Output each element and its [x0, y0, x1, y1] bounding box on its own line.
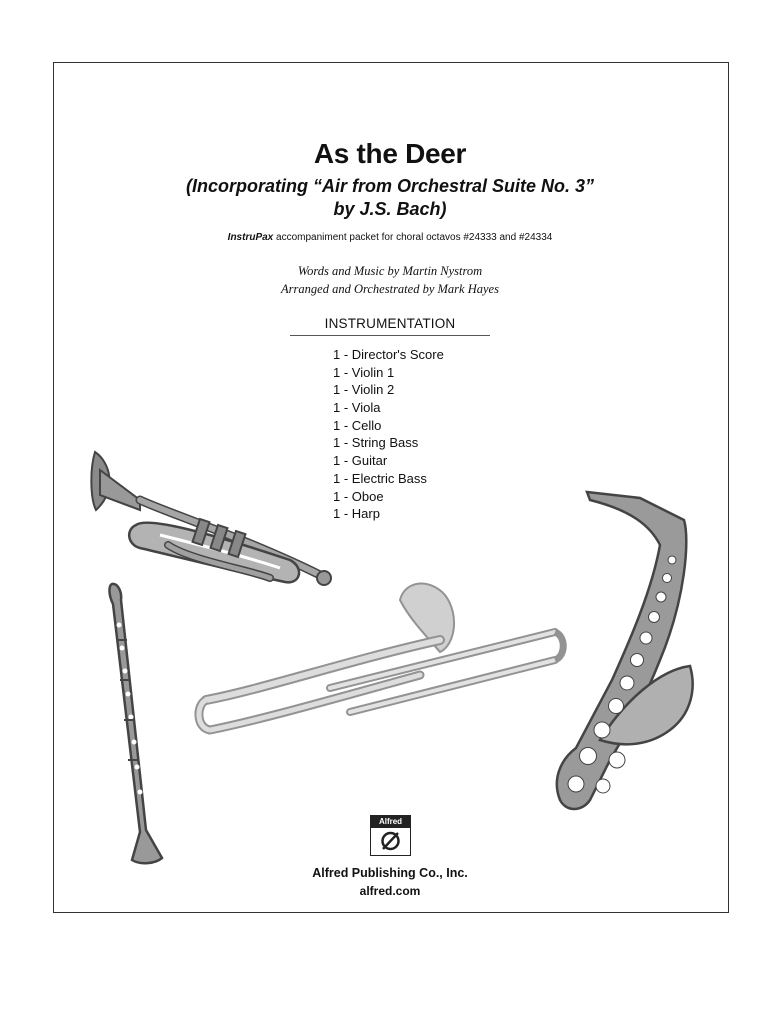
words-music-credit: Words and Music by Martin Nystrom: [297, 264, 483, 278]
subtitle-line-2: by J.S. Bach): [333, 199, 447, 219]
logo-word: Alfred: [371, 816, 410, 828]
instrument-item: 1 - Director's Score: [333, 347, 444, 362]
instrumentation-heading: INSTRUMENTATION: [324, 316, 456, 331]
instrument-item: 1 - String Bass: [333, 435, 419, 451]
trumpet-icon: [91, 452, 331, 585]
instrument-item: 1 - Guitar: [333, 453, 388, 469]
alfred-logo: [370, 815, 411, 856]
instrument-item: 1 - Viola: [333, 400, 381, 416]
instrument-item: 1 - Electric Bass: [333, 470, 427, 486]
saxophone-icon: [557, 492, 693, 809]
instrupax-brand: InstruPax: [227, 232, 274, 243]
instrument-item: 1 - Harp: [333, 506, 380, 522]
publisher-website[interactable]: alfred.com: [359, 884, 421, 898]
instrument-item: 1 - Violin 2: [333, 382, 395, 398]
trombone-icon: [199, 584, 563, 730]
page-title: As the Deer: [313, 138, 467, 169]
publisher-name: Alfred Publishing Co., Inc.: [312, 866, 468, 880]
accompaniment-text: accompaniment packet for choral octavos #24333 and #24334: [273, 232, 553, 243]
arranger-credit: Arranged and Orchestrated by Mark Hayes: [281, 282, 499, 296]
clarinet-icon: [109, 584, 162, 863]
instrument-item: 1 - Cello: [333, 417, 382, 433]
alfred-emblem-icon: [379, 831, 402, 851]
subtitle-line-1: (Incorporating “Air from Orchestral Suite No. 3”: [185, 176, 595, 196]
instrument-item: 1 - Oboe: [333, 488, 384, 504]
instrument-item: 1 - Violin 1: [333, 364, 395, 380]
